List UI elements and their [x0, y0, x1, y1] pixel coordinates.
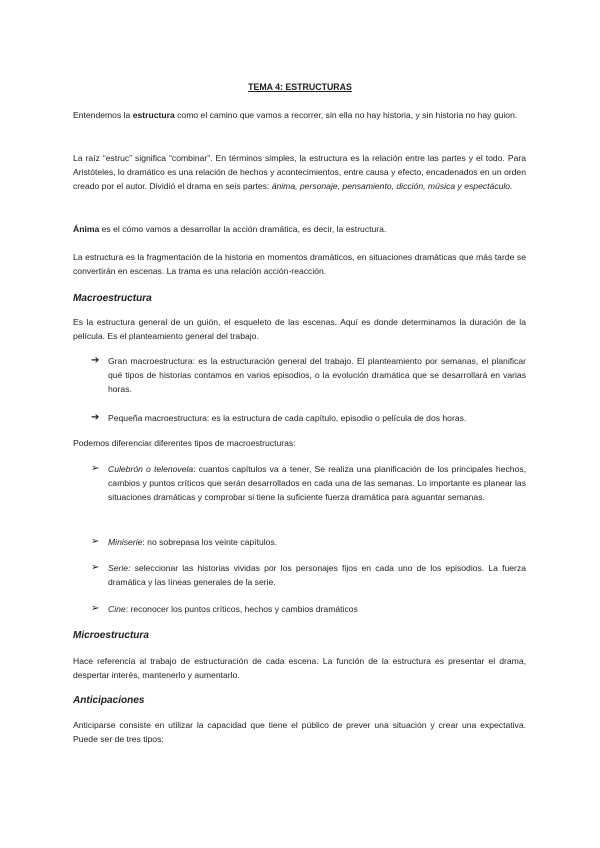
text-run: La raíz “estruc” significa “combinar”. En términos simples, la estructura es la relación entre las partes y el todo. Para Aristóteles, lo dramático es una relación de hechos y acontecimientos, entre causa y efecto, encadenados en un orden creado por el autor. Dividió el drama en seis partes:	[73, 153, 526, 191]
bold-term: estructura	[132, 110, 175, 120]
list-item-miniserie	[108, 535, 526, 549]
paragraph-root	[73, 151, 526, 193]
triangle-bullet-icon: ➢	[91, 603, 100, 614]
paragraph-anticipaciones: Anticiparse consiste en utilizar la capacidad que tiene el público de prever una situación y crear una expectativa. Puede ser de tres tipos:	[73, 720, 526, 744]
italic-term: Culebrón o telenovela	[108, 464, 194, 474]
text-run: : seleccionar las historias vividas por los personajes fijos en cada uno de los episodios. La fuerza dramática y las líneas generales de la serie.	[108, 563, 526, 587]
heading-macroestructura: Macroestructura	[73, 293, 152, 304]
page-title: TEMA 4: ESTRUCTURAS	[248, 82, 352, 92]
paragraph-fragmentation: La estructura es la fragmentación de la historia en momentos dramáticos, en situaciones dramáticas que más tarde se convertirán en escenas. La trama es una relación acción-reacción.	[73, 252, 526, 276]
triangle-bullet-icon: ➢	[91, 463, 100, 474]
list-item-gran: Gran macroestructura: es la estructuración general del trabajo. El planteamiento por semanas, el planificar qué tipos de historias contamos en varios episodios, o la evolución dramática que se desarrollará en varias horas.	[108, 356, 526, 394]
paragraph-macro: Es la estructura general de un guión, el esqueleto de las escenas. Aquí es donde determinamos la duración de la película. Es el planteamiento general del trabajo.	[73, 317, 526, 341]
text-run: Entendemos la	[73, 110, 133, 120]
arrow-bullet-icon: ➔	[91, 412, 100, 423]
text-run: : cuantos capítulos va a tener, Se realiza una planificación de los principales hechos, cambios y puntos críticos que serán desarrollados en cada una de las semanas. Lo importante es planear las situaciones dramáticas y comprobar si tiene la suficiente fuerza dramática para aguantar semanas.	[108, 464, 526, 502]
italic-term: ánima, personaje, pensamiento, dicción, música y espectáculo.	[271, 181, 513, 191]
triangle-bullet-icon: ➢	[91, 562, 100, 573]
heading-anticipaciones: Anticipaciones	[73, 695, 145, 706]
paragraph-anima	[73, 222, 526, 236]
triangle-bullet-icon: ➢	[91, 536, 100, 547]
list-item-serie	[108, 561, 526, 589]
list-item-culebron	[108, 462, 526, 504]
text-run: es el cómo vamos a desarrollar la acción dramática, es decir, la estructura.	[99, 224, 387, 234]
bold-term: Ánima	[73, 224, 100, 234]
text-run: como el camino que vamos a recorrer, sin ella no hay historia, y sin historia no hay guion.	[174, 110, 518, 120]
italic-term: Cine	[108, 604, 126, 614]
arrow-bullet-icon: ➔	[91, 355, 100, 366]
paragraph-types: Podemos diferenciar diferentes tipos de macroestructuras:	[73, 438, 296, 448]
list-item-cine	[108, 602, 526, 616]
italic-term: Miniserie	[108, 537, 143, 547]
paragraph-micro: Hace referencia al trabajo de estructuración de cada escena. La función de la estructura es presentar el drama, despertar interés, mantenerlo y aumentarlo.	[73, 656, 526, 680]
paragraph-intro	[73, 108, 526, 122]
text-run: : no sobrepasa los veinte capítulos.	[142, 537, 278, 547]
text-run: : reconocer los puntos críticos, hechos y cambios dramáticos	[125, 604, 358, 614]
list-item-pequena: Pequeña macroestructura: es la estructura de cada capítulo, episodio o película de dos horas.	[108, 413, 467, 423]
heading-microestructura: Microestructura	[73, 630, 149, 641]
italic-term: Serie	[108, 563, 129, 573]
